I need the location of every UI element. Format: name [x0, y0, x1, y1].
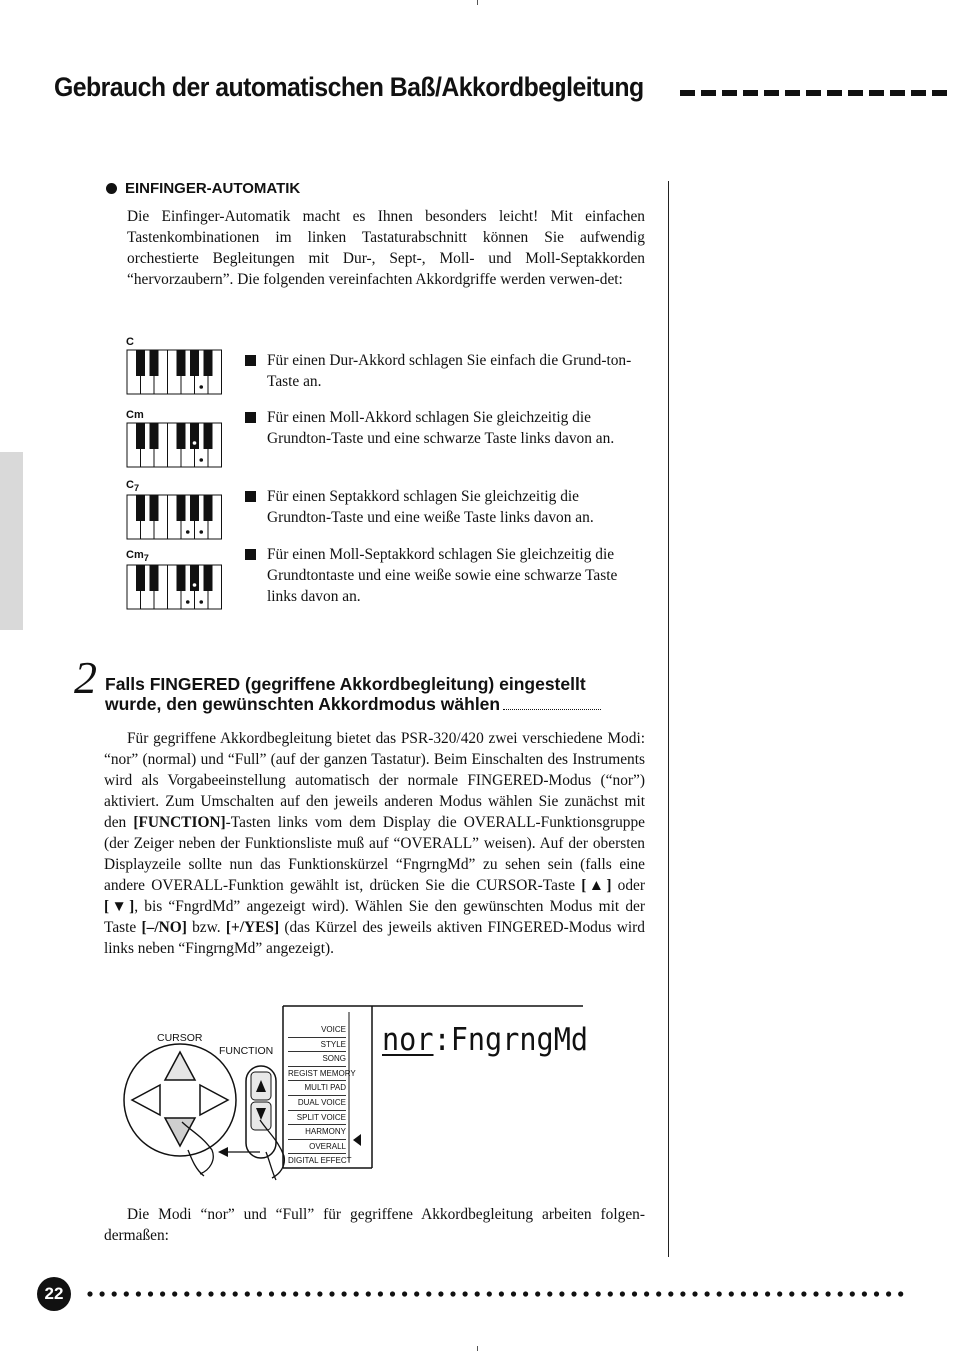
square-bullet-icon [245, 549, 256, 560]
section-heading [106, 180, 300, 197]
list-item: Für einen Moll-Septakkord schlagen Sie gleichzeitig die Grundtontaste und eine weiße sowie eine schwarze Taste links davon an. [245, 544, 645, 607]
body-paragraph: Für gegriffene Akkordbegleitung bietet das PSR-320/420 zwei verschiedene Modi: “nor” (normal) und “Full” (auf der ganzen Tastatur). Beim Einschalten des Instruments wird als Vorgabeeinstellung automatisch der normale FINGERED-Modus (“nor”) aktiviert. Zum Umschalten auf den jeweils anderen Modus wählen Sie zunächst mit den [FUNCTION]-Tasten links vom dem Display die OVERALL-Funktionsgruppe (der Zeiger neben der Funktionsliste muß auf “OVERALL” weisen). Auf der obersten Displayzeile sollte nun das Funktionskürzel “FngrngMd” zu sehen sein (falls eine andere OVERALL-Funktion gewählt ist, drücken Sie die CURSOR-Taste [▲] oder [▼], bis “FngrdMd” angezeigt wird). Wählen Sie den gewünschten Modus mit der Taste [–/NO] bzw. [+/YES] (das Kürzel des jeweils aktiven FINGERED-Modus wird links neben “FingrngMd” angezeigt). [104, 730, 646, 957]
step-heading: Falls FINGERED (gegriffene Akkordbegleitung) eingestellt wurde, den gewünschten Akkordmodus wählen [105, 674, 645, 714]
square-bullet-icon [245, 355, 256, 366]
list-item: Für einen Septakkord schlagen Sie gleichzeitig die Grundton-Taste und eine weiße Taste links davon an. [245, 486, 645, 528]
closing-paragraph: Die Modi “nor” und “Full” für gegriffene Akkordbegleitung arbeiten folgen-dermaßen: [104, 1206, 645, 1244]
function-label: FUNCTION [219, 1045, 274, 1057]
arrow-left-icon [218, 1147, 228, 1157]
function-item-dual-voice: DUAL VOICE [288, 1096, 346, 1111]
function-item-overall: OVERALL [288, 1140, 346, 1155]
square-bullet-icon [245, 491, 256, 502]
header-dash-rule [680, 90, 947, 96]
chord-diagram-cm7 [126, 549, 149, 563]
column-divider [668, 181, 669, 1257]
crop-mark-bottom [477, 1346, 478, 1351]
page-header-title: Gebrauch der automatischen Baß/Akkordbegleitung [54, 72, 644, 102]
crop-mark-top [477, 0, 478, 5]
list-item: Für einen Moll-Akkord schlagen Sie gleichzeitig die Grundton-Taste und eine schwarze Taste links davon an. [245, 407, 645, 449]
chord-label: $Cm_7$ [126, 549, 149, 564]
cursor-label: CURSOR [157, 1032, 203, 1044]
bullet-dot-icon [106, 183, 117, 194]
function-item-split-voice: SPLIT VOICE [288, 1111, 346, 1126]
chord-label: C [126, 336, 134, 348]
chord-diagram-cm [126, 409, 144, 423]
keyboard-icon [126, 349, 224, 397]
list-item: Für einen Dur-Akkord schlagen Sie einfach die Grund-ton-Taste an. [245, 350, 645, 392]
function-item-song: SONG [288, 1052, 346, 1067]
function-item-style: STYLE [288, 1038, 346, 1053]
keyboard-icon [126, 564, 224, 612]
square-bullet-icon [245, 412, 256, 423]
function-item-harmony: HARMONY [288, 1125, 346, 1140]
section-heading-text: EINFINGER-AUTOMATIK [125, 180, 301, 197]
chord-diagram-c7 [126, 479, 139, 493]
chord-label: Cm [126, 409, 144, 421]
chord-label: $C_7$ [126, 479, 140, 494]
intro-paragraph: Die Einfinger-Automatik macht es Ihnen besonders leicht! Mit einfachen Tastenkombinationen im linken Tastaturabschnitt können Sie aufwendig orchestierte Begleitungen mit Dur-, Sept-, Moll- und Moll-Septakkorden “hervorzaubern”. Die folgenden vereinfachten Akkordgriffe werden verwen-det: [127, 208, 645, 288]
function-item-digital-effect: DIGITAL EFFECT [288, 1156, 352, 1166]
lcd-display: nor:FngrngMd [382, 1022, 589, 1058]
keyboard-icon [126, 494, 224, 542]
chord-diagram-c [126, 336, 134, 350]
keyboard-icon [126, 422, 224, 470]
overall-pointer-icon [353, 1134, 361, 1146]
footer-dot-rule [86, 1290, 912, 1298]
function-item-multi-pad: MULTI PAD [288, 1081, 346, 1096]
function-list [288, 1023, 356, 1168]
page-number: 22 [37, 1277, 71, 1311]
function-item-regist-memory: REGIST MEMORY [288, 1067, 346, 1082]
step-number: 2 [74, 652, 97, 703]
side-thumb-tab [0, 452, 23, 630]
function-item-voice: VOICE [288, 1023, 346, 1038]
